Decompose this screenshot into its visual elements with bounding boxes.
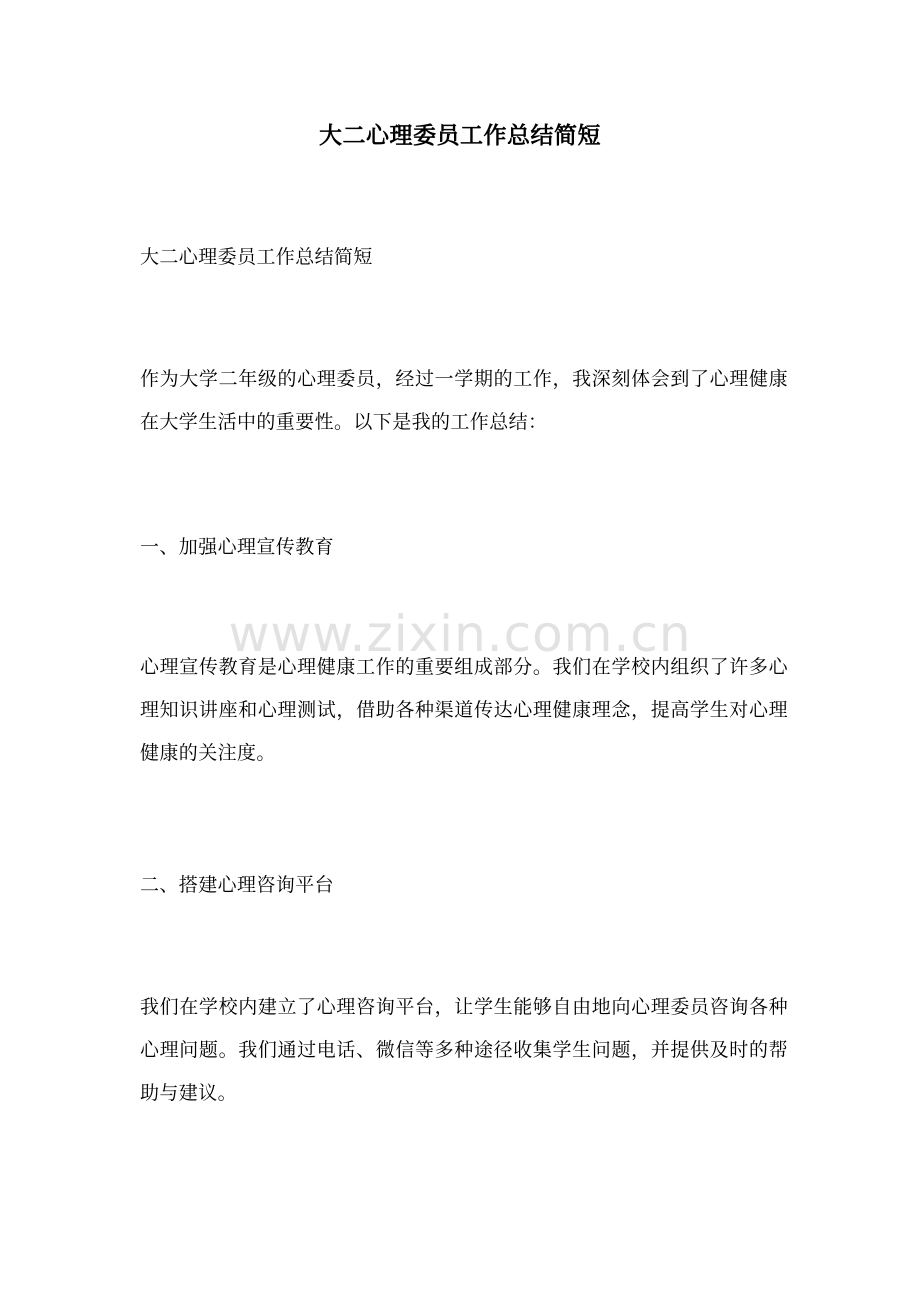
section-heading-2: 二、搭建心理咨询平台 — [140, 874, 335, 896]
section-body-2: 我们在学校内建立了心理咨询平台，让学生能够自由地向心理委员咨询各种心理问题。我们通过电话、微信等多种途径收集学生问题，并提供及时的帮助与建议。 — [140, 996, 788, 1104]
watermark: www.zixin.com.cn — [228, 605, 692, 663]
document-subtitle: 大二心理委员工作总结简短 — [140, 246, 373, 268]
intro-paragraph: 作为大学二年级的心理委员，经过一学期的工作，我深刻体会到了心理健康在大学生活中的重要性。以下是我的工作总结： — [140, 368, 788, 433]
section-heading-1: 一、加强心理宣传教育 — [140, 536, 335, 558]
document-title: 大二心理委员工作总结简短 — [319, 122, 601, 149]
section-body-1: 心理宣传教育是心理健康工作的重要组成部分。我们在学校内组织了许多心理知识讲座和心理测试，借助各种渠道传达心理健康理念，提高学生对心理健康的关注度。 — [140, 656, 788, 764]
